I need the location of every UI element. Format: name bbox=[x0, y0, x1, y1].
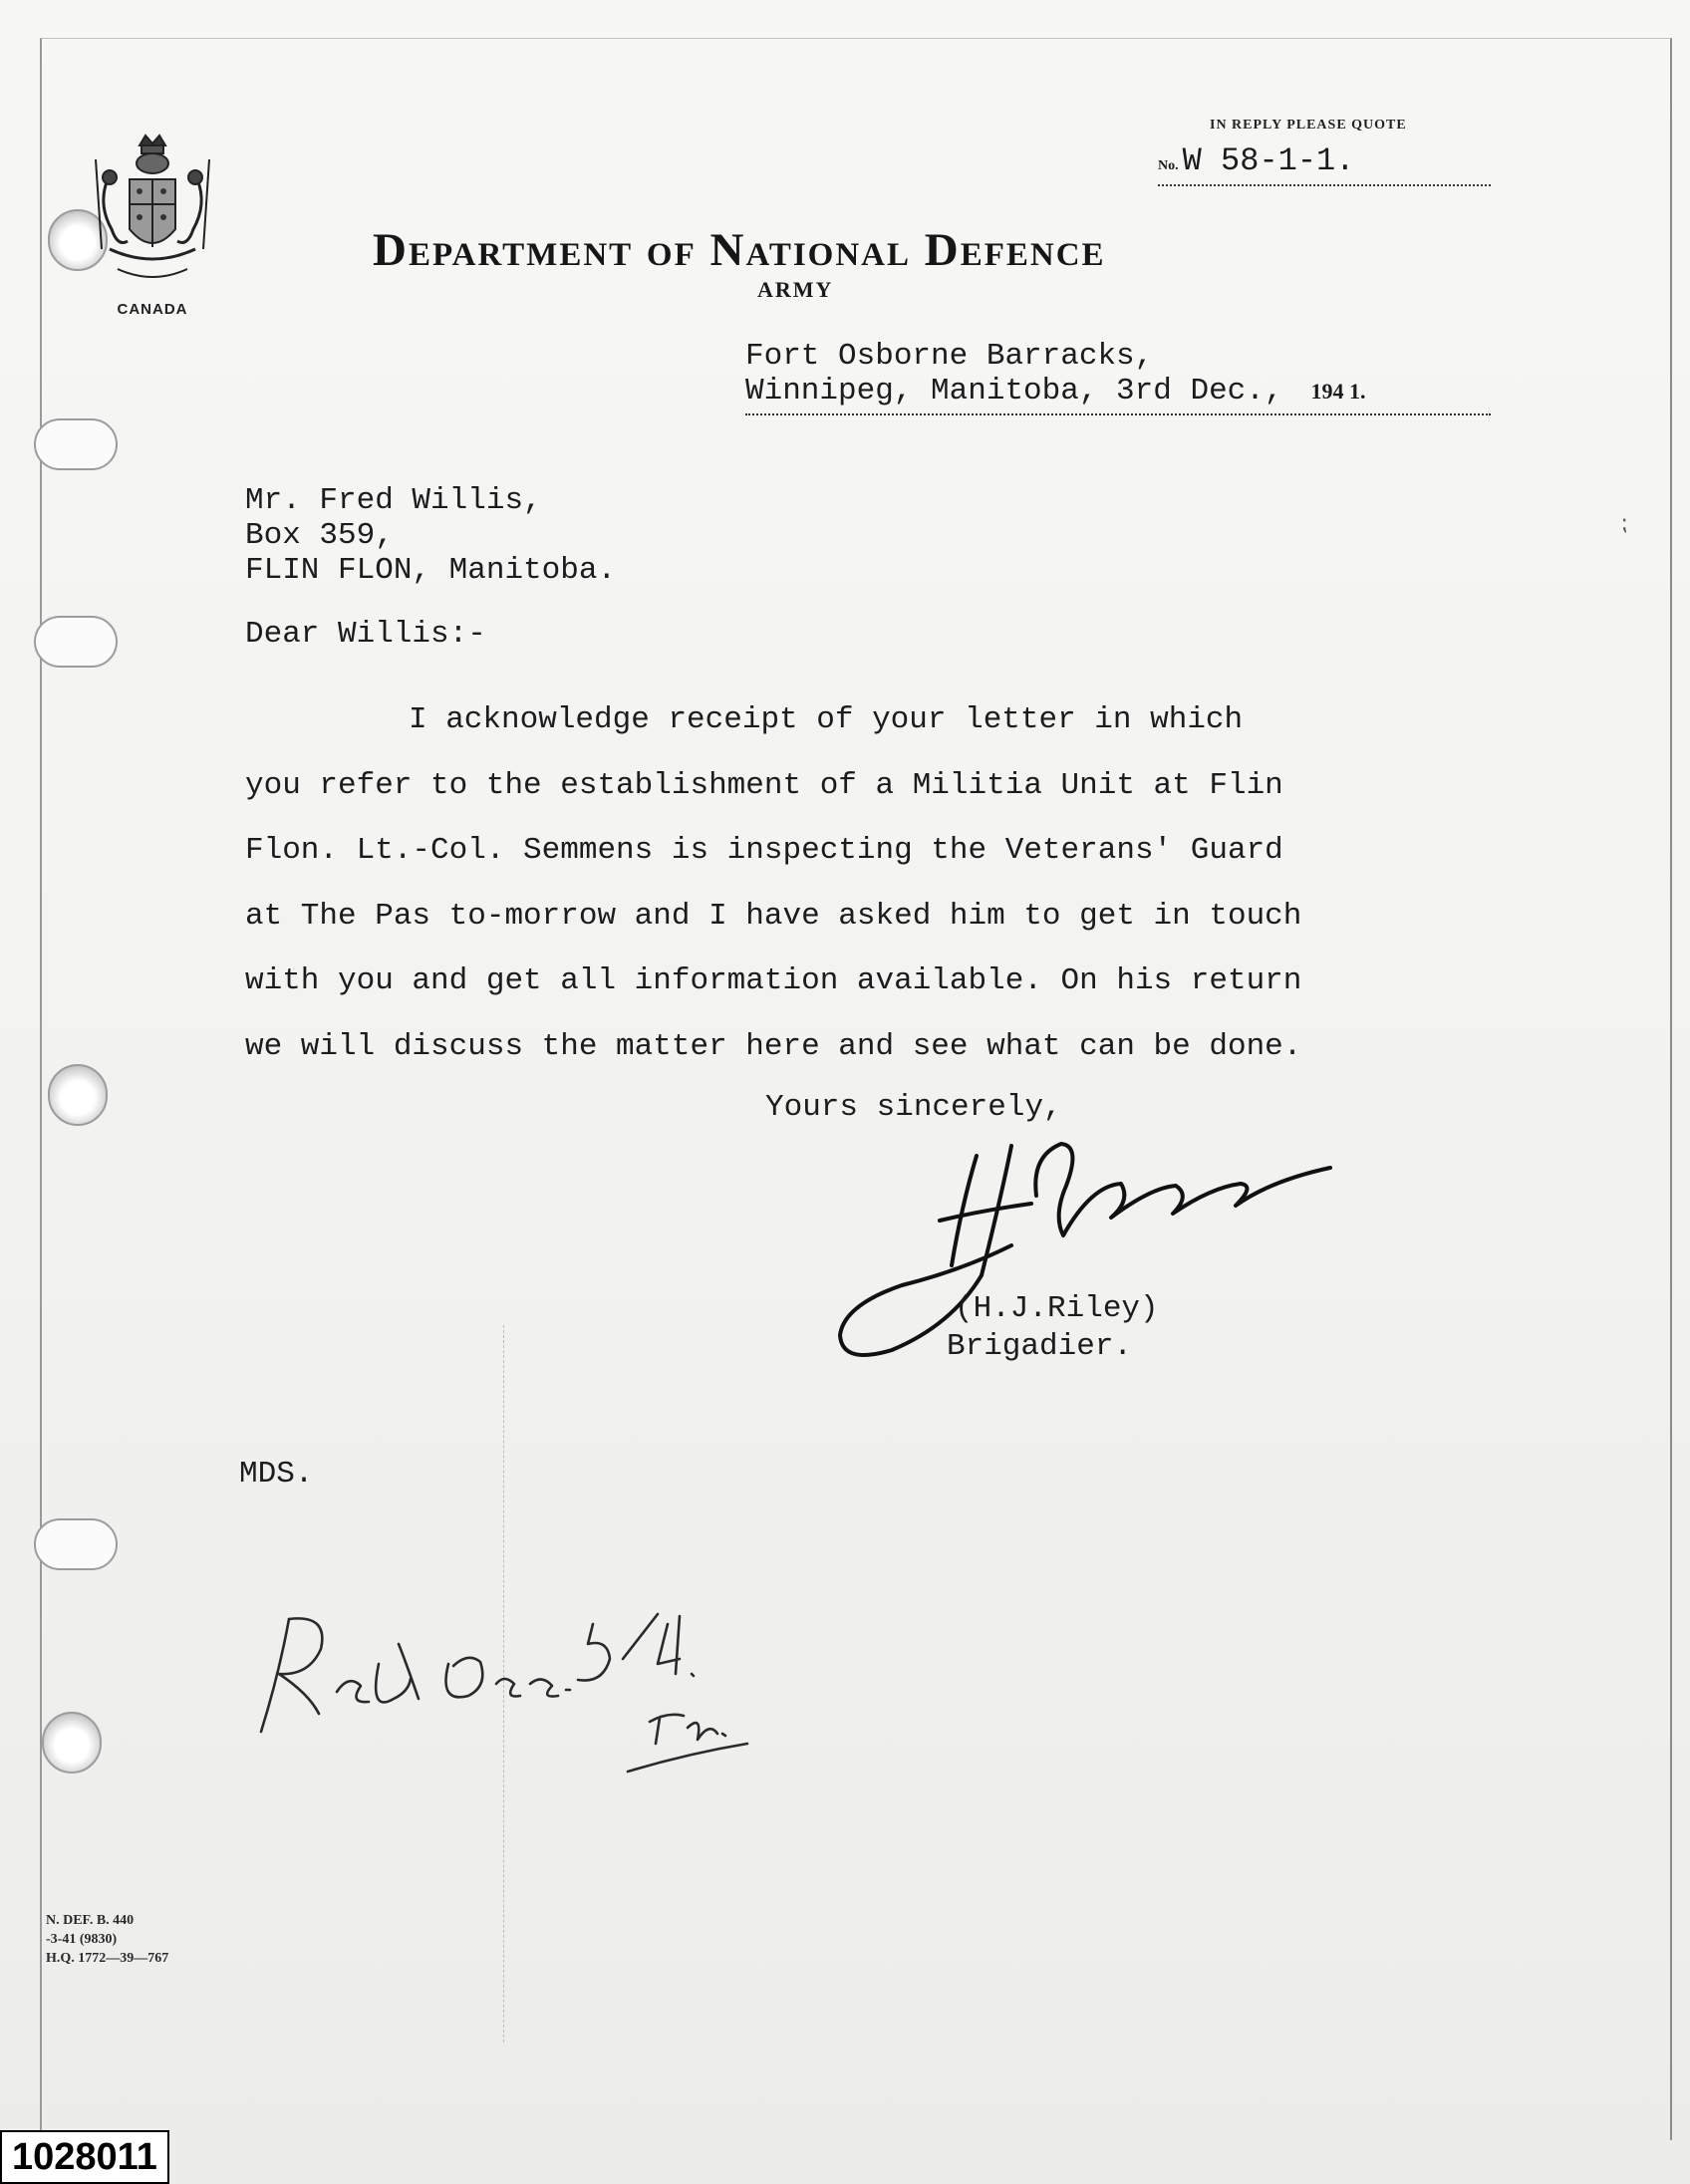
salutation: Dear Willis:- bbox=[245, 617, 486, 652]
archive-id-label: 1028011 bbox=[0, 2130, 169, 2184]
department-title: Department of National Defence bbox=[373, 224, 1106, 276]
form-number bbox=[46, 1911, 168, 1968]
date-year: 194 1. bbox=[1310, 379, 1366, 404]
recipient-box: Box 359, bbox=[245, 518, 394, 553]
date-line bbox=[745, 374, 1491, 415]
closing: Yours sincerely, bbox=[765, 1090, 1062, 1125]
form-number-line: H.Q. 1772—39—767 bbox=[46, 1951, 169, 1966]
punch-hole bbox=[42, 1712, 102, 1774]
department-branch: ARMY bbox=[757, 277, 834, 302]
body-line: with you and get all information available. On his return bbox=[245, 963, 1302, 998]
letter-body bbox=[245, 687, 1441, 1079]
punch-hole bbox=[48, 1064, 108, 1126]
margin-mark: ⁏ bbox=[1620, 510, 1628, 535]
punch-hole bbox=[34, 1518, 118, 1570]
reference-prefix: No. bbox=[1158, 158, 1179, 173]
reply-quote-label: IN REPLY PLEASE QUOTE bbox=[1210, 118, 1407, 133]
handwritten-receipt-note bbox=[249, 1604, 767, 1803]
body-line: I acknowledge receipt of your letter in which bbox=[409, 702, 1244, 737]
reference-number: W 58-1-1. bbox=[1182, 142, 1355, 179]
form-number-line: N. DEF. B. 440 bbox=[46, 1913, 135, 1928]
crest-caption: CANADA bbox=[117, 301, 188, 318]
punch-hole bbox=[34, 418, 118, 470]
coat-of-arms-icon bbox=[88, 130, 217, 299]
body-line: you refer to the establishment of a Militia Unit at Flin bbox=[245, 767, 1283, 803]
form-number-line: -3-41 (9830) bbox=[46, 1932, 118, 1947]
punch-hole bbox=[34, 616, 118, 668]
recipient-name: Mr. Fred Willis, bbox=[245, 483, 542, 518]
body-line: at The Pas to-morrow and I have asked him to get in touch bbox=[245, 898, 1302, 934]
body-line: Flon. Lt.-Col. Semmens is inspecting the Veterans' Guard bbox=[245, 833, 1283, 868]
reference-line bbox=[1158, 142, 1491, 186]
sender-address: Fort Osborne Barracks, bbox=[745, 339, 1154, 374]
typist-initials: MDS. bbox=[239, 1457, 314, 1492]
date-text: Winnipeg, Manitoba, 3rd Dec., bbox=[745, 374, 1283, 409]
signatory-name: (H.J.Riley) bbox=[955, 1291, 1159, 1326]
signatory-rank: Brigadier. bbox=[947, 1329, 1133, 1364]
body-line: we will discuss the matter here and see what can be done. bbox=[245, 1028, 1302, 1064]
recipient-city: FLIN FLON, Manitoba. bbox=[245, 553, 617, 588]
